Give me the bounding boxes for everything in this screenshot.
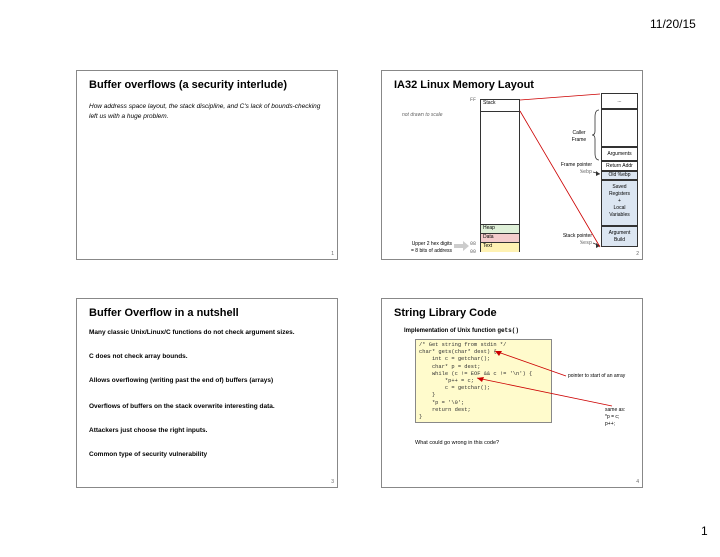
bullet-item: Attackers just choose the right inputs.: [89, 427, 208, 434]
layout-arrows: [382, 71, 644, 261]
plus-label: +: [618, 198, 621, 204]
text-segment: Text: [481, 242, 519, 252]
code-line: return dest;: [419, 406, 471, 413]
local-label: Local: [613, 205, 626, 211]
registers-label: Registers: [608, 191, 631, 197]
variables-label: Variables: [609, 212, 630, 218]
bits-note: = 8 bits of address: [411, 248, 452, 254]
slide-number: 4: [636, 479, 639, 485]
code-line: while (c != EOF && c != '\n') {: [419, 370, 533, 377]
code-line: }: [419, 414, 423, 421]
frame-ellipsis: ...: [601, 93, 638, 109]
bullet-item: Overflows of buffers on the stack overwrite interesting data.: [89, 403, 275, 410]
code-line: c = getchar();: [419, 385, 491, 392]
code-line: char* gets(char* dest) {: [419, 349, 497, 356]
question-text: What could go wrong in this code?: [415, 440, 500, 446]
slide-number: 2: [636, 251, 639, 257]
arguments-cell: Arguments: [601, 147, 638, 161]
bullet-item: C does not check array bounds.: [89, 353, 188, 360]
esp-register: %esp: [579, 240, 592, 246]
address-ff: FF: [470, 97, 477, 103]
argument-label: Argument: [608, 230, 631, 236]
frame-label: Frame: [571, 137, 587, 143]
old-ebp-cell: Old %ebp: [601, 171, 638, 180]
subtitle-code: gets(): [497, 327, 519, 334]
code-line: *p = '\0';: [419, 399, 465, 406]
address-08: 08: [470, 241, 477, 247]
code-line: char* p = dest;: [419, 363, 481, 370]
slide-title: Buffer overflows (a security interlude): [89, 79, 288, 91]
date-header: 11/20/15: [650, 17, 696, 31]
same-as-line: same as:: [605, 407, 626, 413]
ebp-register: %ebp: [579, 169, 592, 175]
slide-number: 1: [331, 251, 334, 257]
stack-segment: Stack: [483, 100, 496, 106]
caller-label: Caller: [572, 130, 586, 136]
slide-title: Buffer Overflow in a nutshell: [89, 307, 239, 319]
saved-label: Saved: [612, 184, 627, 190]
same-as-line: *p = c;: [605, 414, 620, 420]
bullet-item: Allows overflowing (writing past the end of) buffers (arrays): [89, 377, 274, 384]
slide-buffer-overflows: [76, 70, 338, 260]
slide-overflow-nutshell: [76, 298, 338, 488]
bullet-item: Common type of security vulnerability: [89, 451, 208, 458]
return-addr-cell: Return Addr: [601, 161, 638, 171]
pointer-label: pointer to start of an array: [568, 373, 626, 379]
not-to-scale-note: not drawn to scale: [402, 112, 443, 118]
subtitle-text: Implementation of Unix function: [404, 328, 498, 334]
slide-memory-layout: [381, 70, 643, 260]
address-00: 00: [470, 249, 477, 255]
slide-description: How address space layout, the stack discipline, and C's lack of bounds-checking left us with a huge problem.: [89, 103, 321, 120]
bullet-item: Many classic Unix/Linux/C functions do not check argument sizes.: [89, 329, 295, 336]
annotation-arrows: [382, 299, 644, 489]
code-line: /* Get string from stdin */: [419, 342, 507, 348]
same-as-line: p++;: [605, 421, 616, 427]
frame-pointer-label: Frame pointer: [560, 162, 592, 168]
slide-title: IA32 Linux Memory Layout: [394, 79, 534, 91]
hex-digits-note: Upper 2 hex digits: [411, 241, 452, 247]
data-segment: Data: [481, 233, 519, 242]
heap-segment: Heap: [481, 224, 519, 233]
slide-title: String Library Code: [394, 307, 497, 319]
code-line: *p++ = c;: [419, 378, 474, 385]
slide-string-library: [381, 298, 643, 488]
stack-pointer-label: Stack pointer: [562, 233, 592, 239]
code-line: int c = getchar();: [419, 356, 491, 363]
code-line: }: [419, 392, 436, 399]
page-number: 1: [701, 524, 708, 538]
build-label: Build: [613, 237, 626, 243]
slide-number: 3: [331, 479, 334, 485]
